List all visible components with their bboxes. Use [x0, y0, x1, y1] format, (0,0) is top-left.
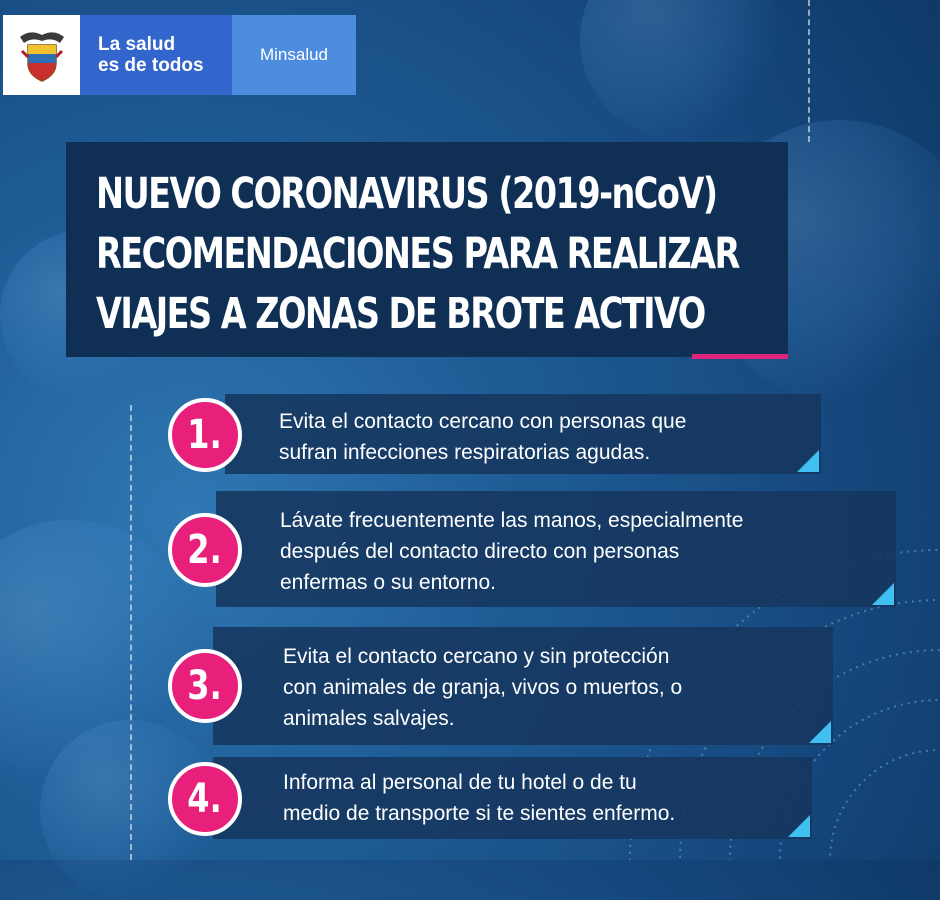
recommendation-line: animales salvajes. [283, 707, 455, 730]
corner-triangle-icon [872, 583, 894, 605]
corner-triangle-icon [809, 721, 831, 743]
recommendation-line: Informa al personal de tu hotel o de tu [283, 771, 637, 794]
recommendation-line: después del contacto directo con personas [280, 540, 680, 563]
recommendation-line: sufran infecciones respiratorias agudas. [279, 441, 651, 464]
step-number: 4. [187, 776, 223, 822]
recommendation-line: Evita el contacto cercano con personas que [279, 410, 687, 433]
step-number: 2. [187, 527, 223, 573]
slogan-container [80, 15, 232, 95]
step-number-badge-2 [168, 513, 242, 587]
recommendation-card-2 [216, 491, 896, 607]
dashed-line-decoration [808, 0, 810, 142]
slogan-line: es de todos [98, 55, 204, 76]
virus-decoration [580, 0, 780, 140]
title-line: VIAJES A ZONAS DE BROTE ACTIVO [96, 289, 705, 339]
recommendation-card-3 [213, 627, 833, 745]
recommendation-card-1 [225, 394, 821, 474]
recommendation-line: Evita el contacto cercano y sin protección [283, 645, 670, 668]
step-number: 3. [187, 663, 223, 709]
title-accent-bar [692, 354, 788, 359]
step-number-badge-4 [168, 762, 242, 836]
step-number-badge-3 [168, 649, 242, 723]
step-number: 1. [187, 412, 223, 458]
dashed-line-decoration [130, 405, 132, 860]
slogan-line: La salud [98, 34, 176, 55]
slogan [98, 34, 204, 76]
corner-triangle-icon [788, 815, 810, 837]
title-line: NUEVO CORONAVIRUS (2019-nCoV) [96, 169, 717, 219]
title-box [66, 142, 788, 357]
logo-bar [3, 15, 356, 95]
recommendation-line: con animales de granja, vivos o muertos, o [283, 676, 683, 699]
recommendation-card-4 [213, 757, 812, 839]
brand-label: Minsalud [232, 15, 356, 95]
colombia-coat-of-arms-icon [16, 27, 68, 83]
step-number-badge-1 [168, 398, 242, 472]
recommendation-line: medio de transporte si te sientes enfermo. [283, 802, 676, 825]
recommendation-line: enfermas o su entorno. [280, 571, 496, 594]
recommendation-line: Lávate frecuentemente las manos, especialmente [280, 509, 744, 532]
corner-triangle-icon [797, 450, 819, 472]
title-line: RECOMENDACIONES PARA REALIZAR [96, 229, 739, 279]
crest-container [3, 15, 80, 95]
